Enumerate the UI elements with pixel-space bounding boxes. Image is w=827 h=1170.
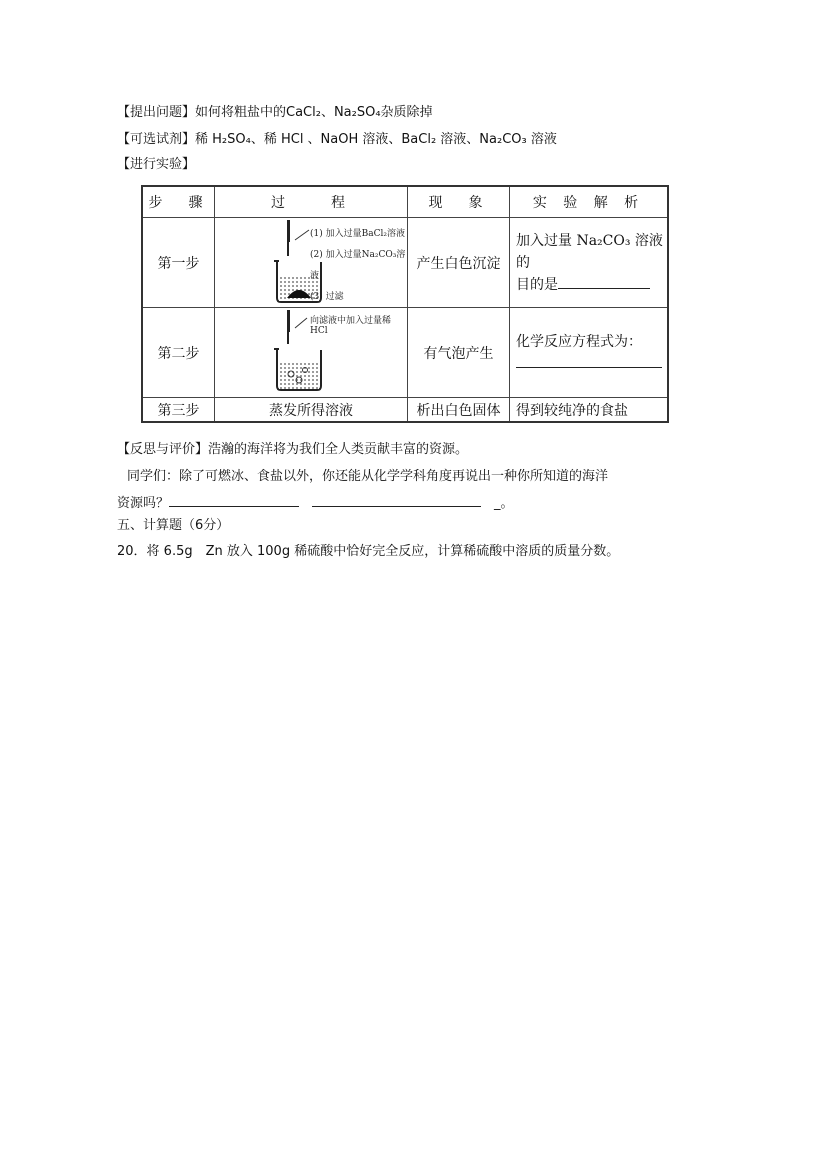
process-note: (1) 加入过量BaCl₂溶液 bbox=[310, 229, 405, 239]
header-step: 步 骤 bbox=[143, 187, 215, 217]
step-label: 第二步 bbox=[143, 308, 215, 397]
question-line bbox=[117, 103, 433, 123]
question2-line1: 同学们：除了可燃冰、食盐以外，你还能从化学学科角度再说出一种你所知道的海洋 bbox=[127, 469, 609, 484]
analysis-cell bbox=[510, 308, 667, 397]
answer-blank[interactable] bbox=[558, 274, 650, 289]
reflection-text: 浩瀚的海洋将为我们全人类贡献丰富的资源。 bbox=[208, 442, 469, 457]
process-cell: 蒸发所得溶液 bbox=[215, 398, 408, 421]
phenomenon-cell: 有气泡产生 bbox=[408, 308, 510, 397]
question-text: 如何将粗盐中的CaCl₂、Na₂SO₄杂质除掉 bbox=[195, 105, 433, 120]
step-label: 第一步 bbox=[143, 218, 215, 307]
question-label: 【提出问题】 bbox=[117, 105, 196, 120]
analysis-cell bbox=[510, 218, 667, 307]
answer-blank[interactable] bbox=[326, 492, 481, 507]
table-row bbox=[143, 218, 667, 308]
answer-blank[interactable] bbox=[169, 492, 299, 507]
header-phenomenon: 现 象 bbox=[408, 187, 510, 217]
analysis-text-2: 目的是 bbox=[516, 274, 667, 296]
question2-end: _。 bbox=[494, 496, 514, 511]
reagents-label: 【可选试剂】 bbox=[117, 132, 196, 147]
table-row bbox=[143, 398, 667, 421]
answer-blank[interactable] bbox=[516, 353, 662, 368]
experiment-table bbox=[141, 185, 669, 423]
question2-prefix: 资源吗？ bbox=[117, 496, 170, 511]
analysis-text: 化学反应方程式为： bbox=[516, 333, 642, 350]
phenomenon-cell: 产生白色沉淀 bbox=[408, 218, 510, 307]
problem-20: 20．将 6.5g Zn 放入 100g 稀硫酸中恰好完全反应，计算稀硫酸中溶质的质量分数。 bbox=[117, 544, 620, 559]
question2-line2 bbox=[117, 492, 514, 514]
experiment-heading: 【进行实验】 bbox=[117, 157, 196, 172]
reagents-text: 稀 H₂SO₄、稀 HCl 、NaOH 溶液、BaCl₂ 溶液、Na₂CO₃ 溶液 bbox=[195, 132, 557, 147]
header-analysis: 实 验 解 析 bbox=[532, 195, 645, 211]
table-row bbox=[143, 308, 667, 398]
analysis-text: 加入过量 Na₂CO₃ 溶液的 bbox=[516, 232, 663, 271]
reflection-label: 【反思与评价】 bbox=[117, 442, 209, 457]
process-note: (2) 加入过量Na₂CO₃溶液 bbox=[310, 250, 406, 281]
analysis-text-2 bbox=[516, 353, 662, 375]
process-cell bbox=[215, 308, 408, 397]
reagents-line bbox=[117, 130, 557, 150]
process-note: 向滤液中加入过量稀HCl bbox=[310, 316, 392, 336]
phenomenon-cell: 析出白色固体 bbox=[408, 398, 510, 421]
reflection-line bbox=[117, 440, 468, 460]
process-note: (3) 过滤 bbox=[310, 292, 344, 302]
answer-blank[interactable] bbox=[312, 492, 326, 507]
analysis-cell: 得到较纯净的食盐 bbox=[516, 402, 628, 419]
section-heading: 五、计算题（6分） bbox=[117, 518, 230, 533]
process-notes bbox=[310, 224, 407, 308]
process-cell bbox=[215, 218, 408, 307]
table-header-row bbox=[143, 187, 667, 218]
header-process: 过 程 bbox=[215, 187, 408, 217]
step-label: 第三步 bbox=[143, 398, 215, 421]
